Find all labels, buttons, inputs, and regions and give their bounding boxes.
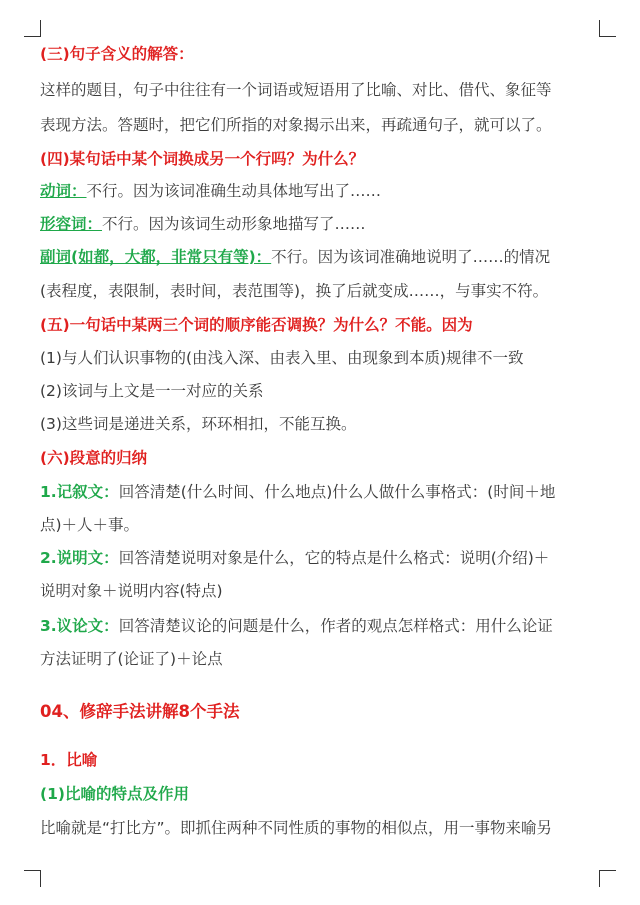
adverb-text-line-2: (表程度，表限制，表时间，表范围等)，换了后就变成……，与事实不符。 <box>40 282 549 300</box>
subsection-1-1-title: (1)比喻的特点及作用 <box>40 785 189 803</box>
section-5-title: (五)一句话中某两三个词的顺序能否调换？为什么？不能。因为 <box>40 316 473 334</box>
section-4-title: (四)某句话中某个词换成另一个行吗？为什么？ <box>40 150 365 168</box>
section-5-item-2: (2)该词与上文是一一对应的关系 <box>40 382 264 400</box>
narrative-text-line-2: 点)＋人＋事。 <box>40 516 140 534</box>
section-04-title: 04、修辞手法讲解8个手法 <box>40 702 240 721</box>
adjective-text: 不行。因为该词生动形象地描写了…… <box>102 215 366 233</box>
section-3-title: (三)句子含义的解答： <box>40 45 194 63</box>
section-3-paragraph-line-2: 表现方法。答题时，把它们所指的对象揭示出来，再疏通句子，就可以了。 <box>40 116 552 134</box>
subsection-1-title: 1．比喻 <box>40 751 98 769</box>
section-6-title: (六)段意的归纳 <box>40 449 148 467</box>
adverb-text: 不行。因为该词准确地说明了……的情况 <box>271 248 551 266</box>
verb-row <box>40 180 604 202</box>
argumentative-text: 回答清楚议论的问题是什么，作者的观点怎样格式：用什么论证 <box>118 617 553 635</box>
section-3-paragraph-line-1: 这样的题目，句子中往往有一个词语或短语用了比喻、对比、借代、象征等 <box>40 81 552 99</box>
narrative-row <box>40 481 604 503</box>
expository-label: 2.说明文： <box>40 549 119 567</box>
argumentative-row <box>40 615 604 637</box>
argumentative-label: 3.议论文： <box>40 617 119 635</box>
narrative-label: 1.记叙文： <box>40 483 119 501</box>
crop-mark-top-right <box>599 20 616 37</box>
adjective-row <box>40 213 604 235</box>
section-5-item-3: (3)这些词是递进关系，环环相扣，不能互换。 <box>40 415 357 433</box>
metaphor-paragraph-line-1: 比喻就是“打比方”。即抓住两种不同性质的事物的相似点，用一事物来喻另 <box>40 819 553 837</box>
verb-label: 动词： <box>40 182 87 200</box>
section-5-item-1: (1)与人们认识事物的(由浅入深、由表入里、由现象到本质)规律不一致 <box>40 349 524 367</box>
verb-text: 不行。因为该词准确生动具体地写出了…… <box>86 182 382 200</box>
crop-mark-top-left <box>24 20 41 37</box>
crop-mark-bottom-left <box>24 870 41 887</box>
expository-text: 回答清楚说明对象是什么，它的特点是什么格式：说明(介绍)＋ <box>118 549 550 567</box>
narrative-text: 回答清楚(什么时间、什么地点)什么人做什么事格式：(时间＋地 <box>118 483 556 501</box>
argumentative-text-line-2: 方法证明了(论证了)＋论点 <box>40 650 223 668</box>
adverb-row <box>40 246 604 268</box>
adjective-label: 形容词： <box>40 215 103 233</box>
expository-row <box>40 547 604 569</box>
expository-text-line-2: 说明对象＋说明内容(特点) <box>40 582 223 600</box>
crop-mark-bottom-right <box>599 870 616 887</box>
adverb-label: 副词(如都，大都，非常只有等)： <box>40 248 272 266</box>
